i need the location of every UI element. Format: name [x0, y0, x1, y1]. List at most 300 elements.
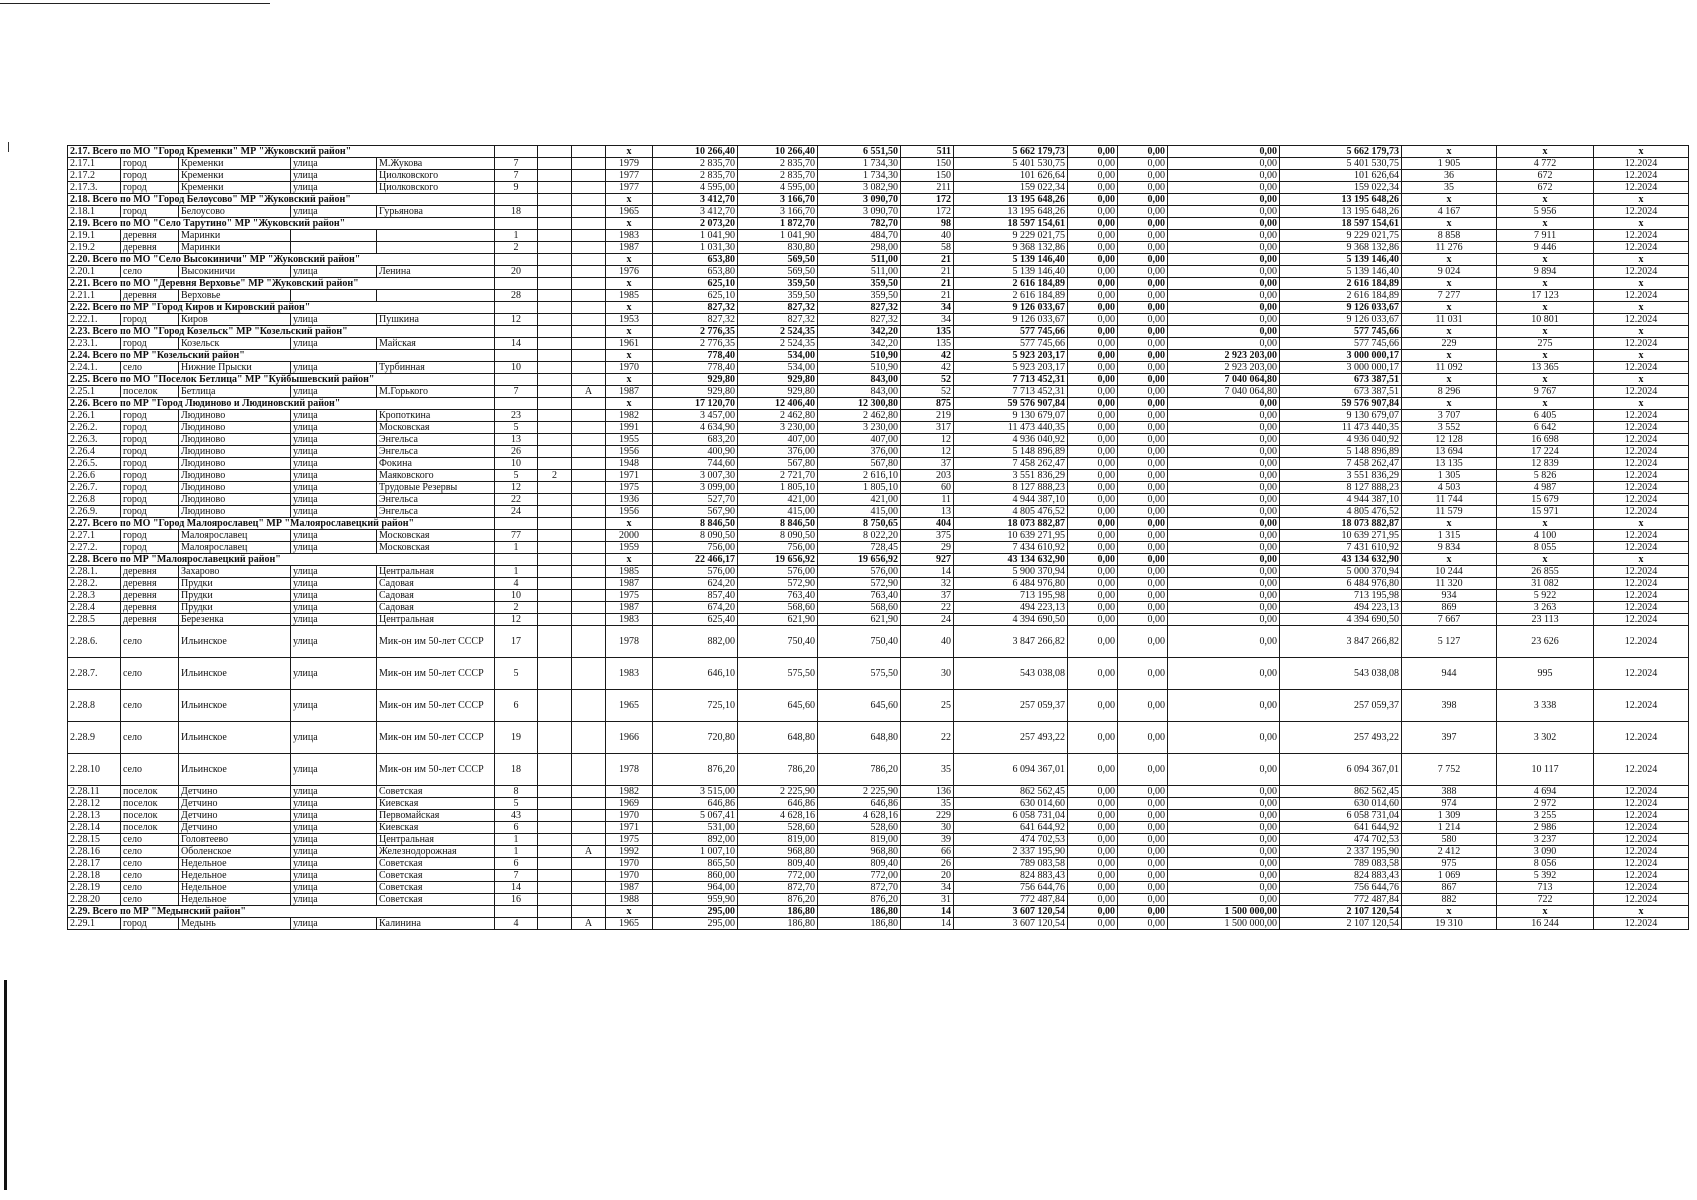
- register-cell-col13: 35: [901, 798, 954, 810]
- register-cell-col2: город: [121, 506, 179, 518]
- register-cell-col19: 882: [1402, 894, 1497, 906]
- subtotal-cell-col9: х: [606, 194, 653, 206]
- subtotal-cell-col10: 295,00: [653, 906, 738, 918]
- register-cell-col20: 713: [1497, 882, 1594, 894]
- subtotal-cell-col17: 7 040 064,80: [1168, 374, 1280, 386]
- register-cell-col6: 77: [495, 530, 538, 542]
- register-cell-col9: 1987: [606, 386, 653, 398]
- register-cell-col16: 0,00: [1118, 870, 1168, 882]
- register-cell-col19: 11 276: [1402, 242, 1497, 254]
- register-cell-col14: 5 139 146,40: [954, 266, 1068, 278]
- register-cell-col10: 964,00: [653, 882, 738, 894]
- subtotal-cell-col10: 22 466,17: [653, 554, 738, 566]
- register-cell-col7: [538, 482, 572, 494]
- register-cell-col5: Советская: [377, 870, 495, 882]
- register-cell-col19: 10 244: [1402, 566, 1497, 578]
- register-cell-col10: 5 067,41: [653, 810, 738, 822]
- register-cell-col1: 2.20.1: [68, 266, 121, 278]
- register-cell-col7: [538, 590, 572, 602]
- register-cell-col20: 6 642: [1497, 422, 1594, 434]
- register-cell-col18: 257 493,22: [1280, 722, 1402, 754]
- register-cell-col2: деревня: [121, 590, 179, 602]
- register-cell-col19: 12 128: [1402, 434, 1497, 446]
- register-cell-col7: [538, 230, 572, 242]
- subtotal-label: 2.18. Всего по МО "Город Белоусово" МР "Жуковский район": [68, 194, 495, 206]
- register-cell-col9: 1975: [606, 482, 653, 494]
- register-cell-col14: 713 195,98: [954, 590, 1068, 602]
- register-cell-col6: 2: [495, 242, 538, 254]
- register-cell-col16: 0,00: [1118, 858, 1168, 870]
- register-cell-col9: 1985: [606, 290, 653, 302]
- register-cell-col6: 18: [495, 206, 538, 218]
- subtotal-cell-col21: х: [1594, 146, 1689, 158]
- subtotal-cell-col10: 625,10: [653, 278, 738, 290]
- subtotal-cell-col14: 18 597 154,61: [954, 218, 1068, 230]
- register-cell-col16: 0,00: [1118, 918, 1168, 930]
- register-row: [68, 338, 1689, 350]
- register-row: [68, 362, 1689, 374]
- register-cell-col15: 0,00: [1068, 542, 1118, 554]
- register-cell-col21: 12.2024: [1594, 530, 1689, 542]
- register-cell-col18: 4 944 387,10: [1280, 494, 1402, 506]
- register-cell-col21: 12.2024: [1594, 870, 1689, 882]
- register-cell-col16: 0,00: [1118, 494, 1168, 506]
- subtotal-cell-col18: 13 195 648,26: [1280, 194, 1402, 206]
- subtotal-cell-col11: 534,00: [738, 350, 818, 362]
- subtotal-row: [68, 194, 1689, 206]
- register-cell-col7: [538, 834, 572, 846]
- register-cell-col7: [538, 658, 572, 690]
- register-cell-col5: [377, 290, 495, 302]
- subtotal-cell-col19: х: [1402, 326, 1497, 338]
- register-cell-col3: Недельное: [179, 882, 291, 894]
- register-cell-col19: 9 834: [1402, 542, 1497, 554]
- register-cell-col7: [538, 494, 572, 506]
- register-cell-col17: 0,00: [1168, 722, 1280, 754]
- register-cell-col9: 1988: [606, 894, 653, 906]
- register-cell-col2: поселок: [121, 798, 179, 810]
- subtotal-cell-col21: х: [1594, 906, 1689, 918]
- subtotal-row: [68, 906, 1689, 918]
- register-cell-col11: 3 230,00: [738, 422, 818, 434]
- register-cell-col13: 34: [901, 314, 954, 326]
- register-cell-col12: 2 225,90: [818, 786, 901, 798]
- register-cell-col2: город: [121, 470, 179, 482]
- register-row: [68, 626, 1689, 658]
- register-cell-col18: 8 127 888,23: [1280, 482, 1402, 494]
- register-cell-col8: [572, 182, 606, 194]
- register-cell-col16: 0,00: [1118, 338, 1168, 350]
- register-cell-col18: 4 936 040,92: [1280, 434, 1402, 446]
- subtotal-cell-col16: 0,00: [1118, 398, 1168, 410]
- register-cell-col18: 5 139 146,40: [1280, 266, 1402, 278]
- housing-register-table: [67, 145, 1689, 930]
- register-cell-col7: [538, 362, 572, 374]
- subtotal-cell-col17: 1 500 000,00: [1168, 906, 1280, 918]
- register-cell-col18: 9 229 021,75: [1280, 230, 1402, 242]
- register-cell-col1: 2.26.3.: [68, 434, 121, 446]
- register-cell-col18: 257 059,37: [1280, 690, 1402, 722]
- register-cell-col13: 20: [901, 870, 954, 882]
- register-cell-col1: 2.26.7.: [68, 482, 121, 494]
- register-cell-col16: 0,00: [1118, 458, 1168, 470]
- register-cell-col1: 2.28.20: [68, 894, 121, 906]
- subtotal-cell-col16: 0,00: [1118, 518, 1168, 530]
- register-cell-col1: 2.26.2.: [68, 422, 121, 434]
- subtotal-cell-col21: х: [1594, 218, 1689, 230]
- register-cell-col21: 12.2024: [1594, 266, 1689, 278]
- register-cell-col18: 2 616 184,89: [1280, 290, 1402, 302]
- register-cell-col5: Мик-он им 50-лет СССР: [377, 754, 495, 786]
- subtotal-cell-col19: х: [1402, 906, 1497, 918]
- register-cell-col10: 3 515,00: [653, 786, 738, 798]
- subtotal-cell-col17: 0,00: [1168, 554, 1280, 566]
- subtotal-cell-col9: х: [606, 518, 653, 530]
- register-cell-col4: улица: [291, 422, 377, 434]
- register-cell-col6: 6: [495, 690, 538, 722]
- register-cell-col4: улица: [291, 798, 377, 810]
- register-cell-col2: деревня: [121, 614, 179, 626]
- register-cell-col4: улица: [291, 182, 377, 194]
- empty-cell: [495, 518, 538, 530]
- register-cell-col16: 0,00: [1118, 470, 1168, 482]
- register-cell-col13: 40: [901, 230, 954, 242]
- register-cell-col9: 1971: [606, 470, 653, 482]
- register-cell-col14: 4 394 690,50: [954, 614, 1068, 626]
- register-cell-col2: город: [121, 182, 179, 194]
- register-cell-col9: 1970: [606, 870, 653, 882]
- register-cell-col5: Киевская: [377, 798, 495, 810]
- register-cell-col9: 1978: [606, 626, 653, 658]
- register-cell-col2: город: [121, 170, 179, 182]
- empty-cell: [495, 326, 538, 338]
- register-cell-col21: 12.2024: [1594, 446, 1689, 458]
- register-cell-col17: 0,00: [1168, 266, 1280, 278]
- register-cell-col16: 0,00: [1118, 170, 1168, 182]
- register-cell-col1: 2.18.1: [68, 206, 121, 218]
- register-cell-col4: улица: [291, 658, 377, 690]
- register-cell-col10: 8 090,50: [653, 530, 738, 542]
- register-cell-col12: 872,70: [818, 882, 901, 894]
- register-cell-col9: 1987: [606, 578, 653, 590]
- empty-cell: [572, 906, 606, 918]
- register-cell-col15: 0,00: [1068, 314, 1118, 326]
- subtotal-cell-col18: 9 126 033,67: [1280, 302, 1402, 314]
- register-cell-col7: [538, 894, 572, 906]
- register-cell-col8: [572, 882, 606, 894]
- register-cell-col12: 786,20: [818, 754, 901, 786]
- register-cell-col11: 2 225,90: [738, 786, 818, 798]
- register-cell-col9: 1983: [606, 614, 653, 626]
- subtotal-cell-col15: 0,00: [1068, 518, 1118, 530]
- register-cell-col1: 2.28.9: [68, 722, 121, 754]
- empty-cell: [538, 554, 572, 566]
- empty-cell: [538, 302, 572, 314]
- empty-cell: [538, 218, 572, 230]
- subtotal-cell-col13: 14: [901, 906, 954, 918]
- register-cell-col1: 2.28.12: [68, 798, 121, 810]
- register-cell-col18: 474 702,53: [1280, 834, 1402, 846]
- register-cell-col10: 3 007,30: [653, 470, 738, 482]
- register-cell-col6: 19: [495, 722, 538, 754]
- register-cell-col7: [538, 338, 572, 350]
- register-cell-col21: 12.2024: [1594, 314, 1689, 326]
- register-cell-col8: [572, 446, 606, 458]
- register-cell-col20: 3 263: [1497, 602, 1594, 614]
- subtotal-cell-col16: 0,00: [1118, 218, 1168, 230]
- register-cell-col18: 7 431 610,92: [1280, 542, 1402, 554]
- register-cell-col13: 14: [901, 566, 954, 578]
- register-cell-col1: 2.17.2: [68, 170, 121, 182]
- register-cell-col3: Бетлица: [179, 386, 291, 398]
- subtotal-cell-col12: 3 090,70: [818, 194, 901, 206]
- register-cell-col15: 0,00: [1068, 590, 1118, 602]
- register-cell-col5: Садовая: [377, 602, 495, 614]
- subtotal-cell-col19: х: [1402, 146, 1497, 158]
- register-cell-col8: [572, 470, 606, 482]
- subtotal-label: 2.24. Всего по МР "Козельский район": [68, 350, 495, 362]
- register-cell-col8: [572, 266, 606, 278]
- subtotal-cell-col13: 34: [901, 302, 954, 314]
- register-cell-col2: город: [121, 314, 179, 326]
- register-row: [68, 590, 1689, 602]
- register-cell-col10: 1 007,10: [653, 846, 738, 858]
- register-cell-col5: Центральная: [377, 614, 495, 626]
- register-cell-col21: 12.2024: [1594, 822, 1689, 834]
- register-cell-col15: 0,00: [1068, 434, 1118, 446]
- register-cell-col20: 17 123: [1497, 290, 1594, 302]
- subtotal-cell-col20: х: [1497, 326, 1594, 338]
- register-cell-col5: Ленина: [377, 266, 495, 278]
- register-cell-col8: [572, 810, 606, 822]
- subtotal-cell-col13: 42: [901, 350, 954, 362]
- register-cell-col6: 16: [495, 894, 538, 906]
- register-cell-col18: 3 551 836,29: [1280, 470, 1402, 482]
- register-cell-col1: 2.28.5: [68, 614, 121, 626]
- subtotal-row: [68, 326, 1689, 338]
- register-cell-col10: 3 099,00: [653, 482, 738, 494]
- register-cell-col5: Трудовые Резервы: [377, 482, 495, 494]
- register-cell-col2: село: [121, 754, 179, 786]
- register-cell-col8: [572, 314, 606, 326]
- register-cell-col1: 2.28.6.: [68, 626, 121, 658]
- register-cell-col7: [538, 458, 572, 470]
- register-cell-col14: 101 626,64: [954, 170, 1068, 182]
- register-cell-col15: 0,00: [1068, 446, 1118, 458]
- register-cell-col16: 0,00: [1118, 206, 1168, 218]
- register-cell-col18: 2 107 120,54: [1280, 918, 1402, 930]
- register-cell-col17: 0,00: [1168, 786, 1280, 798]
- register-cell-col5: Энгельса: [377, 446, 495, 458]
- register-cell-col12: 4 628,16: [818, 810, 901, 822]
- register-cell-col15: 0,00: [1068, 158, 1118, 170]
- register-cell-col6: 7: [495, 870, 538, 882]
- subtotal-cell-col21: х: [1594, 518, 1689, 530]
- register-cell-col1: 2.28.8: [68, 690, 121, 722]
- register-cell-col16: 0,00: [1118, 822, 1168, 834]
- register-cell-col16: 0,00: [1118, 590, 1168, 602]
- register-cell-col6: 24: [495, 506, 538, 518]
- register-cell-col7: [538, 846, 572, 858]
- register-row: [68, 690, 1689, 722]
- register-cell-col11: 8 090,50: [738, 530, 818, 542]
- register-cell-col2: село: [121, 870, 179, 882]
- register-cell-col4: улица: [291, 822, 377, 834]
- register-cell-col11: 1 041,90: [738, 230, 818, 242]
- subtotal-cell-col18: 2 107 120,54: [1280, 906, 1402, 918]
- register-cell-col11: 786,20: [738, 754, 818, 786]
- register-cell-col2: село: [121, 894, 179, 906]
- register-cell-col14: 13 195 648,26: [954, 206, 1068, 218]
- register-cell-col15: 0,00: [1068, 870, 1118, 882]
- register-cell-col10: 624,20: [653, 578, 738, 590]
- register-cell-col16: 0,00: [1118, 614, 1168, 626]
- register-cell-col14: 2 337 195,90: [954, 846, 1068, 858]
- register-cell-col5: [377, 242, 495, 254]
- register-cell-col11: 4 628,16: [738, 810, 818, 822]
- register-cell-col4: улица: [291, 470, 377, 482]
- register-cell-col17: 0,00: [1168, 894, 1280, 906]
- register-cell-col11: 415,00: [738, 506, 818, 518]
- register-cell-col14: 3 551 836,29: [954, 470, 1068, 482]
- subtotal-cell-col9: х: [606, 554, 653, 566]
- register-cell-col14: 9 229 021,75: [954, 230, 1068, 242]
- register-cell-col17: 0,00: [1168, 834, 1280, 846]
- register-cell-col13: 25: [901, 690, 954, 722]
- register-cell-col6: 1: [495, 834, 538, 846]
- register-cell-col6: 1: [495, 230, 538, 242]
- subtotal-cell-col11: 2 524,35: [738, 326, 818, 338]
- register-body: [68, 146, 1689, 930]
- register-cell-col13: 11: [901, 494, 954, 506]
- register-cell-col16: 0,00: [1118, 506, 1168, 518]
- subtotal-label: 2.19. Всего по МО "Село Тарутино" МР "Жуковский район": [68, 218, 495, 230]
- register-cell-col11: 575,50: [738, 658, 818, 690]
- register-cell-col19: 867: [1402, 882, 1497, 894]
- register-cell-col12: 8 022,20: [818, 530, 901, 542]
- register-cell-col17: 0,00: [1168, 658, 1280, 690]
- empty-cell: [538, 278, 572, 290]
- register-cell-col2: город: [121, 158, 179, 170]
- register-cell-col4: улица: [291, 482, 377, 494]
- register-row: [68, 918, 1689, 930]
- register-cell-col7: [538, 386, 572, 398]
- register-cell-col9: 1955: [606, 434, 653, 446]
- subtotal-cell-col21: х: [1594, 194, 1689, 206]
- register-cell-col14: 10 639 271,95: [954, 530, 1068, 542]
- subtotal-cell-col14: 9 126 033,67: [954, 302, 1068, 314]
- register-cell-col21: 12.2024: [1594, 834, 1689, 846]
- subtotal-cell-col10: 2 776,35: [653, 326, 738, 338]
- register-cell-col20: 5 392: [1497, 870, 1594, 882]
- register-cell-col7: [538, 754, 572, 786]
- subtotal-cell-col20: х: [1497, 374, 1594, 386]
- subtotal-cell-col11: 929,80: [738, 374, 818, 386]
- register-cell-col20: 3 338: [1497, 690, 1594, 722]
- register-cell-col17: 0,00: [1168, 578, 1280, 590]
- register-cell-col3: Людиново: [179, 506, 291, 518]
- register-cell-col4: улица: [291, 754, 377, 786]
- register-cell-col17: 0,00: [1168, 754, 1280, 786]
- register-row: [68, 834, 1689, 846]
- empty-cell: [495, 278, 538, 290]
- subtotal-cell-col19: х: [1402, 398, 1497, 410]
- register-cell-col9: 2000: [606, 530, 653, 542]
- register-cell-col18: 756 644,76: [1280, 882, 1402, 894]
- register-cell-col7: [538, 614, 572, 626]
- subtotal-cell-col21: х: [1594, 254, 1689, 266]
- register-cell-col4: улица: [291, 626, 377, 658]
- register-cell-col2: город: [121, 206, 179, 218]
- register-cell-col21: 12.2024: [1594, 578, 1689, 590]
- register-cell-col21: 12.2024: [1594, 658, 1689, 690]
- subtotal-cell-col19: х: [1402, 518, 1497, 530]
- register-cell-col3: Недельное: [179, 870, 291, 882]
- register-cell-col6: 2: [495, 602, 538, 614]
- register-row: [68, 386, 1689, 398]
- register-cell-col15: 0,00: [1068, 410, 1118, 422]
- subtotal-cell-col12: 511,00: [818, 254, 901, 266]
- subtotal-cell-col13: 52: [901, 374, 954, 386]
- register-cell-col5: Кропоткина: [377, 410, 495, 422]
- register-cell-col13: 22: [901, 602, 954, 614]
- register-cell-col12: 827,32: [818, 314, 901, 326]
- register-cell-col8: [572, 590, 606, 602]
- subtotal-cell-col19: х: [1402, 350, 1497, 362]
- register-cell-col8: [572, 754, 606, 786]
- register-cell-col11: 872,70: [738, 882, 818, 894]
- subtotal-cell-col17: 0,00: [1168, 194, 1280, 206]
- register-cell-col7: [538, 858, 572, 870]
- register-cell-col3: Захарово: [179, 566, 291, 578]
- register-cell-col4: улица: [291, 494, 377, 506]
- register-cell-col19: 2 412: [1402, 846, 1497, 858]
- subtotal-label: 2.27. Всего по МО "Город Малоярославец" МР "Малоярославецкий район": [68, 518, 495, 530]
- subtotal-cell-col11: 827,32: [738, 302, 818, 314]
- register-cell-col17: 0,00: [1168, 458, 1280, 470]
- register-cell-col8: [572, 658, 606, 690]
- register-cell-col1: 2.28.1.: [68, 566, 121, 578]
- register-cell-col13: 42: [901, 362, 954, 374]
- register-cell-col21: 12.2024: [1594, 158, 1689, 170]
- register-cell-col19: 869: [1402, 602, 1497, 614]
- subtotal-cell-col14: 18 073 882,87: [954, 518, 1068, 530]
- register-cell-col16: 0,00: [1118, 482, 1168, 494]
- register-cell-col12: 511,00: [818, 266, 901, 278]
- register-cell-col17: 0,00: [1168, 422, 1280, 434]
- register-row: [68, 230, 1689, 242]
- register-cell-col3: Березенка: [179, 614, 291, 626]
- register-cell-col13: 21: [901, 266, 954, 278]
- register-row: [68, 422, 1689, 434]
- register-row: [68, 158, 1689, 170]
- register-cell-col12: 750,40: [818, 626, 901, 658]
- register-cell-col17: 0,00: [1168, 602, 1280, 614]
- register-cell-col19: 35: [1402, 182, 1497, 194]
- register-cell-col18: 9 126 033,67: [1280, 314, 1402, 326]
- subtotal-cell-col12: 8 750,65: [818, 518, 901, 530]
- register-cell-col14: 474 702,53: [954, 834, 1068, 846]
- subtotal-cell-col14: 3 607 120,54: [954, 906, 1068, 918]
- register-cell-col8: [572, 230, 606, 242]
- register-cell-col19: 1 214: [1402, 822, 1497, 834]
- register-row: [68, 506, 1689, 518]
- subtotal-cell-col18: 2 616 184,89: [1280, 278, 1402, 290]
- register-row: [68, 170, 1689, 182]
- register-cell-col3: Детчино: [179, 798, 291, 810]
- register-cell-col11: 750,40: [738, 626, 818, 658]
- register-cell-col19: 5 127: [1402, 626, 1497, 658]
